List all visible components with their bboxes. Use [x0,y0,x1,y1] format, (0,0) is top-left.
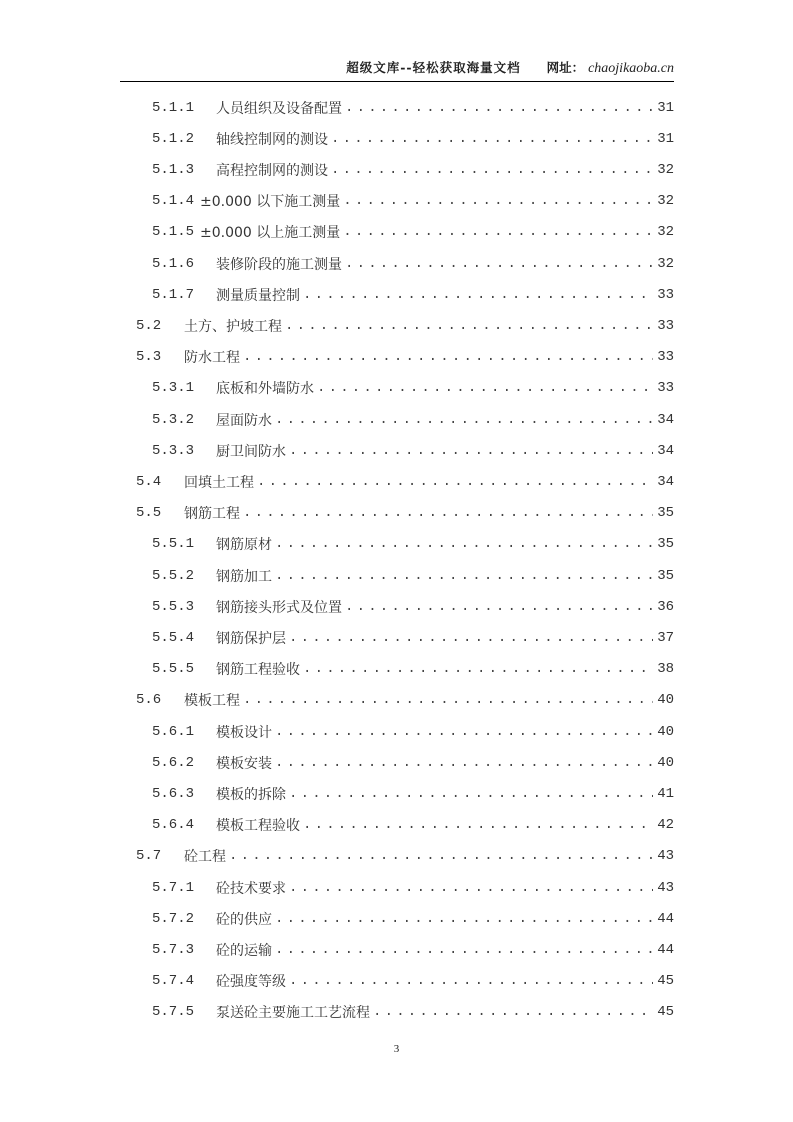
dot-leader [343,193,653,209]
toc-entry[interactable] [152,654,674,685]
toc-entry-page: 38 [657,661,674,678]
toc-entry-number: 5.2 [136,317,162,334]
dot-leader [257,474,653,490]
toc-entry-number: 5.1.2 [152,130,195,147]
dot-leader [275,755,653,771]
header-divider [120,81,674,82]
toc-entry[interactable] [152,92,674,123]
toc-entry-page: 35 [657,567,674,584]
toc-entry-number: 5.1.4 [152,193,195,210]
toc-entry[interactable] [152,186,674,217]
toc-entry-page: 44 [657,910,674,927]
toc-entry-title: ±0.000 以下施工测量 [200,194,341,211]
toc-entry[interactable] [152,966,674,997]
toc-entry-page: 33 [657,286,674,303]
toc-entry-number: 5.6.4 [152,817,195,834]
toc-entry-page: 32 [657,224,674,241]
toc-entry-number: 5.7.2 [152,910,195,927]
header-text [346,58,674,77]
toc-entry-page: 33 [657,380,674,397]
toc-entry-title: 砼技术要求 [216,880,286,897]
toc-entry-number: 5.1.1 [152,99,195,116]
toc-entry-number: 5.5.3 [152,598,195,615]
toc-entry-page: 43 [657,879,674,896]
dot-leader [303,817,653,833]
toc-entry[interactable] [152,560,674,591]
dot-leader [345,599,653,615]
toc-entry[interactable] [152,248,674,279]
toc-entry-page: 32 [657,161,674,178]
toc-entry[interactable] [136,498,674,529]
toc-entry[interactable] [152,872,674,903]
toc-entry-number: 5.7.5 [152,1004,195,1021]
toc-entry-number: 5.3 [136,349,162,366]
dot-leader [345,100,653,116]
toc-entry-title: 砼强度等级 [216,974,286,991]
toc-entry-page: 35 [657,536,674,553]
toc-entry[interactable] [152,217,674,248]
toc-entry-title: 人员组织及设备配置 [216,100,342,117]
toc-entry[interactable] [136,342,674,373]
toc-entry[interactable] [152,154,674,185]
toc-entry-page: 40 [657,692,674,709]
toc-entry-number: 5.5.4 [152,629,195,646]
toc-entry-title: 钢筋原材 [216,537,272,554]
dot-leader [275,536,653,552]
toc-entry-title: 钢筋工程 [184,506,240,523]
toc-entry[interactable] [152,747,674,778]
toc-entry-title: ±0.000 以上施工测量 [200,225,341,242]
toc-entry-page: 33 [657,349,674,366]
toc-entry-page: 45 [657,1004,674,1021]
toc-entry-number: 5.6 [136,692,162,709]
toc-entry-title: 泵送砼主要施工工艺流程 [216,1005,370,1022]
toc-entry-title: 钢筋工程验收 [216,662,300,679]
toc-entry-number: 5.7.1 [152,879,195,896]
toc-entry[interactable] [152,778,674,809]
toc-entry-page: 44 [657,941,674,958]
dot-leader [289,880,653,896]
toc-entry-page: 36 [657,598,674,615]
toc-entry-title: 高程控制网的测设 [216,162,328,179]
toc-entry-title: 钢筋加工 [216,568,272,585]
toc-entry-page: 34 [657,442,674,459]
toc-entry-page: 40 [657,754,674,771]
toc-entry[interactable] [152,903,674,934]
dot-leader [289,786,653,802]
toc-entry-page: 42 [657,817,674,834]
toc-entry-title: 装修阶段的施工测量 [216,256,342,273]
page-header [120,52,674,82]
toc-entry-number: 5.6.1 [152,723,195,740]
toc-entry-number: 5.5.2 [152,567,195,584]
toc-entry-number: 5.6.3 [152,785,195,802]
dot-leader [243,349,653,365]
dot-leader [229,848,653,864]
toc-entry[interactable] [152,591,674,622]
toc-entry[interactable] [152,279,674,310]
toc-entry-number: 5.7.3 [152,941,195,958]
dot-leader [289,973,653,989]
dot-leader [303,661,653,677]
header-brand: 超级文库--轻松获取海量文档 [346,60,521,75]
toc-entry[interactable] [152,435,674,466]
toc-entry-page: 32 [657,193,674,210]
toc-entry-page: 40 [657,723,674,740]
toc-entry-number: 5.3.3 [152,442,195,459]
toc-entry-title: 底板和外墙防水 [216,381,314,398]
toc-entry-page: 45 [657,973,674,990]
toc-entry-page: 41 [657,785,674,802]
dot-leader [285,318,653,334]
toc-entry[interactable] [152,404,674,435]
toc-entry-title: 模板的拆除 [216,786,286,803]
dot-leader [243,505,653,521]
toc-entry-title: 砼的运输 [216,942,272,959]
toc-entry-page: 37 [657,629,674,646]
toc-entry-title: 模板工程 [184,693,240,710]
toc-entry-number: 5.1.6 [152,255,195,272]
toc-entry-number: 5.5.5 [152,661,195,678]
dot-leader [331,131,653,147]
header-url-link[interactable]: chaojikaoba.cn [588,61,674,76]
toc-entry-number: 5.1.7 [152,286,195,303]
toc-entry-number: 5.5 [136,505,162,522]
dot-leader [275,911,653,927]
toc-entry-page: 31 [657,130,674,147]
toc-entry[interactable] [152,529,674,560]
toc-entry-number: 5.6.2 [152,754,195,771]
dot-leader [289,443,653,459]
toc-entry-page: 43 [657,848,674,865]
dot-leader [275,942,653,958]
dot-leader [275,568,653,584]
toc-entry-title: 砼工程 [184,849,226,866]
toc-entry[interactable] [152,373,674,404]
toc-entry-title: 模板安装 [216,755,272,772]
toc-entry-page: 34 [657,473,674,490]
toc-entry-number: 5.1.3 [152,161,195,178]
toc-entry-page: 34 [657,411,674,428]
dot-leader [289,630,653,646]
toc-entry[interactable] [152,716,674,747]
toc-entry-title: 防水工程 [184,350,240,367]
toc-entry[interactable] [136,685,674,716]
toc-entry-title: 模板工程验收 [216,818,300,835]
dot-leader [317,380,653,396]
dot-leader [243,692,653,708]
toc-entry-title: 砼的供应 [216,911,272,928]
toc-entry[interactable] [152,810,674,841]
toc-entry-page: 35 [657,505,674,522]
toc-entry[interactable] [136,310,674,341]
toc-entry-page: 31 [657,99,674,116]
toc-entry-title: 厨卫间防水 [216,443,286,460]
dot-leader [275,724,653,740]
dot-leader [331,162,653,178]
toc-entry-number: 5.5.1 [152,536,195,553]
toc-entry-number: 5.4 [136,473,162,490]
toc-entry-number: 5.1.5 [152,224,195,241]
toc-entry-title: 钢筋保护层 [216,630,286,647]
dot-leader [275,412,653,428]
toc-entry-page: 32 [657,255,674,272]
toc-entry[interactable] [136,466,674,497]
toc-entry-number: 5.7.4 [152,973,195,990]
toc-entry-number: 5.3.1 [152,380,195,397]
dot-leader [373,1004,653,1020]
dot-leader [345,256,653,272]
toc-entry-number: 5.7 [136,848,162,865]
toc-entry[interactable] [152,622,674,653]
toc-entry[interactable] [152,934,674,965]
toc-entry-title: 土方、护坡工程 [184,318,282,335]
toc-entry-title: 回填土工程 [184,474,254,491]
dot-leader [343,224,653,240]
toc-entry-title: 屋面防水 [216,412,272,429]
toc-entry-number: 5.3.2 [152,411,195,428]
dot-leader [303,287,653,303]
toc-entry-title: 轴线控制网的测设 [216,131,328,148]
toc-entry-title: 测量质量控制 [216,287,300,304]
toc-entry[interactable] [136,841,674,872]
toc-entry-page: 33 [657,317,674,334]
toc-entry-title: 模板设计 [216,724,272,741]
header-url-label: 网址： [546,60,585,75]
toc-entry-title: 钢筋接头形式及位置 [216,599,342,616]
toc-entry[interactable] [152,123,674,154]
page-number: 3 [393,1043,400,1055]
toc-entry[interactable] [152,997,674,1028]
